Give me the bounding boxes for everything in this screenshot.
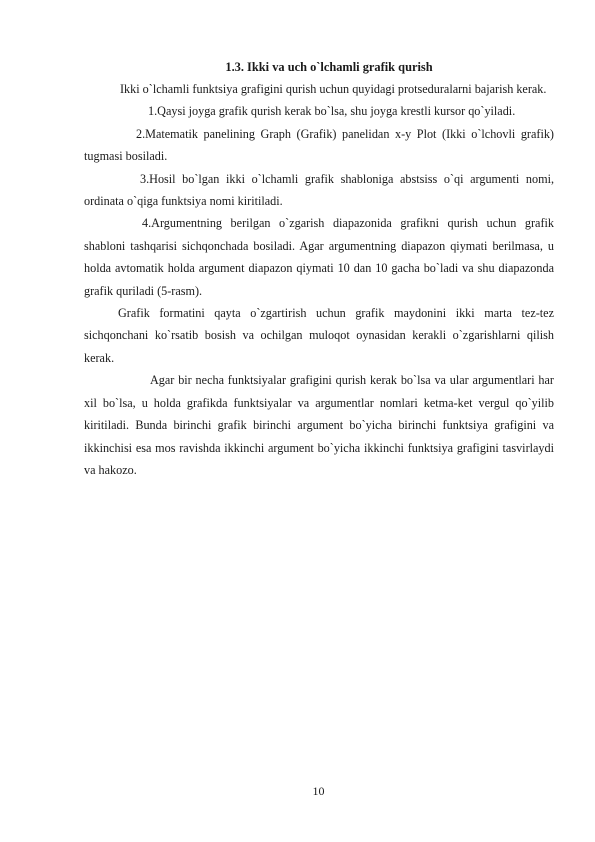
intro-paragraph: Ikki o`lchamli funktsiya grafigini qurish uchun quyidagi protseduralarni bajarish kerak.: [120, 82, 547, 96]
step-1-paragraph: 1.Qaysi joyga grafik qurish kerak bo`lsa, shu joyga krestli kursor qo`yiladi.: [148, 104, 516, 119]
page-number: 10: [312, 784, 325, 798]
step-2-paragraph: 2.Matematik panelining Graph (Grafik) panelidan x-y Plot (Ikki o`lchovli grafik) tugmasi bosiladi.: [84, 126, 554, 164]
page-content: [84, 56, 554, 481]
multiple-functions-paragraph: Agar bir necha funktsiyalar grafigini qurish kerak bo`lsa va ular argumentlari har xil bo`lsa, u holda grafikda funktsiyalar va argumentlar nomlari ketma-ket vergul qo`yilib kiritiladi. Bunda birinchi grafik birinchi argument bo`yicha birinchi funktsiya grafigini va ikkinchisi esa mos ravishda ikkinchi argument bo`yicha ikkinchi funktsiya grafigini tasvirlaydi va hakozo.: [84, 373, 554, 477]
step-3-paragraph: 3.Hosil bo`lgan ikki o`lchamli grafik shabloniga abstsiss o`qi argumenti nomi, ordinata o`qiga funktsiya nomi kiritiladi.: [84, 171, 554, 209]
section-title: 1.3. Ikki va uch o`lchamli grafik qurish: [225, 60, 433, 74]
format-paragraph: Grafik formatini qayta o`zgartirish uchun grafik maydonini ikki marta tez-tez sichqonchani ko`rsatib bosish va ochilgan muloqot oynasidan kerakli o`zgarishlarni qilish kerak.: [84, 306, 554, 365]
step-4-paragraph: 4.Argumentning berilgan o`zgarish diapazonida grafikni qurish uchun grafik shabloni tashqarisi sichqonchada bosiladi. Agar argumentning diapazon qiymati berilmasa, u holda avtomatik holda argument diapazon qiymati 10 dan 10 gacha bo`ladi va shu diapazonda grafik quriladi (5-rasm).: [84, 216, 554, 298]
